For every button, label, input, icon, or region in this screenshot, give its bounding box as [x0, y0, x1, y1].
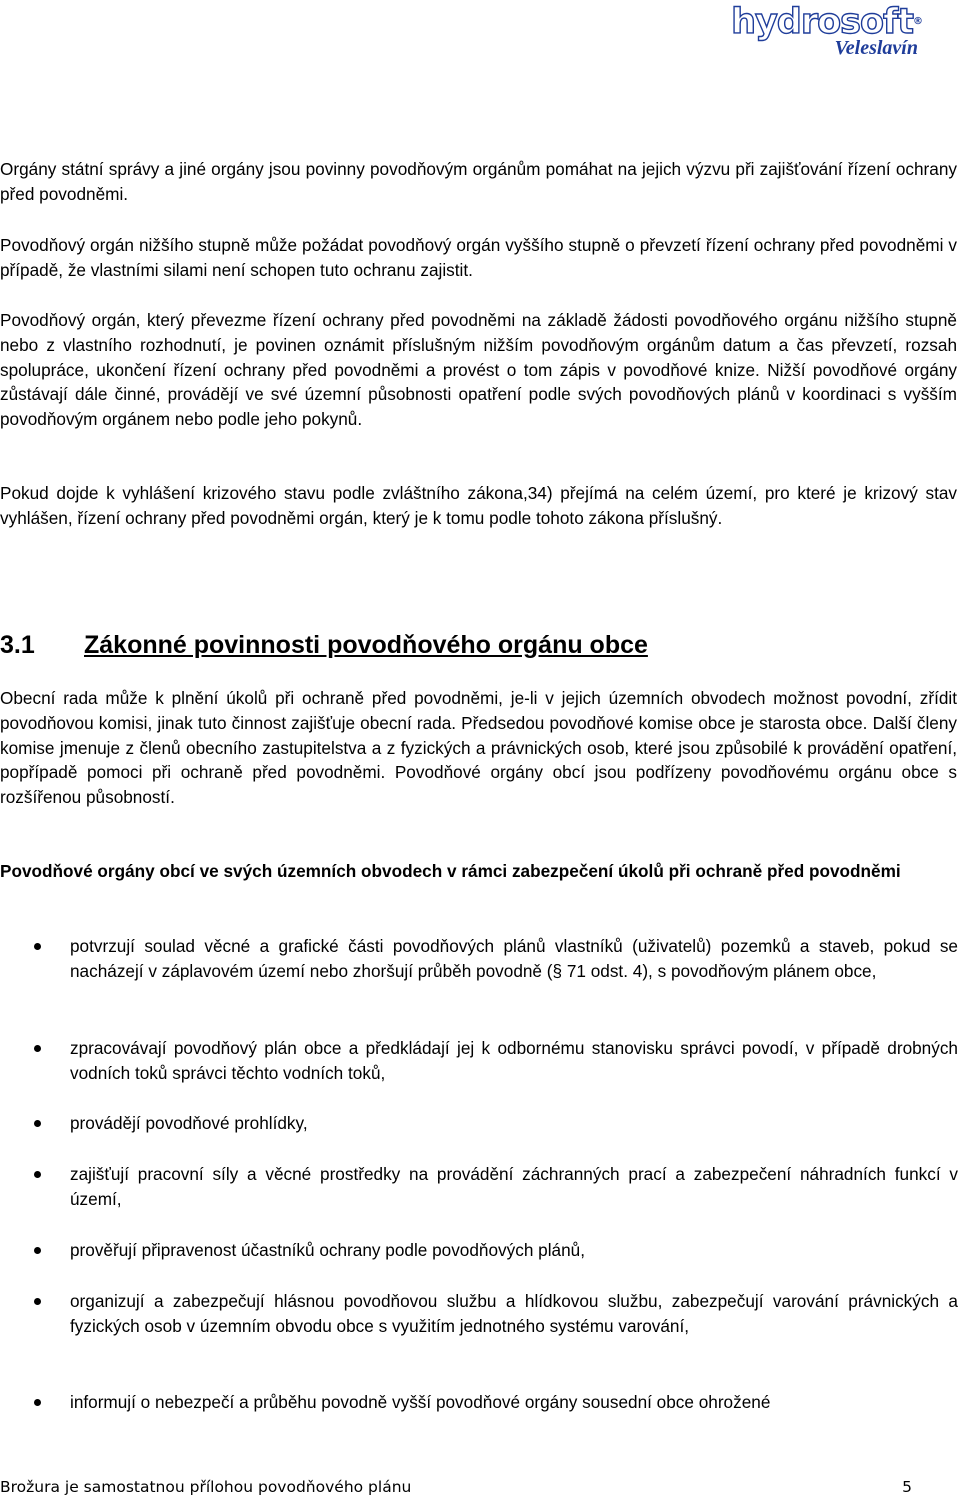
page-footer [0, 1476, 912, 1498]
paragraph-4: Pokud dojde k vyhlášení krizového stavu podle zvláštního zákona,34) přejímá na celém území, pro které je krizový stav vyhlášen, řízení ochrany před povodněmi orgán, který je k tomu podle tohoto zákona příslušný. [0, 483, 957, 528]
bullet-icon [34, 943, 41, 950]
paragraph-1: Orgány státní správy a jiné orgány jsou povinny povodňovým orgánům pomáhat na jejich výzvu při zajišťování řízení ochrany před povodněmi. [0, 159, 957, 204]
bullet-icon [34, 1298, 41, 1305]
bold-intro: Povodňové orgány obcí ve svých územních obvodech v rámci zabezpečení úkolů při ochraně před povodněmi [0, 861, 901, 881]
list-item: informují o nebezpečí a průběhu povodně vyšší povodňové orgány sousední obce ohrožené [70, 1392, 771, 1412]
list-item: organizují a zabezpečují hlásnou povodňovou službu a hlídkovou službu, zabezpečují varování právnických a fyzických osob v územním obvodu obce s využitím jednotného systému varování, [70, 1291, 958, 1336]
bullet-icon [34, 1120, 41, 1127]
bullet-icon [34, 1247, 41, 1254]
logo-subtitle: Veleslavín [834, 37, 918, 59]
paragraph-2: Povodňový orgán nižšího stupně může požádat povodňový orgán vyššího stupně o převzetí řízení ochrany před povodněmi v případě, že vlastními silami není schopen tuto ochranu zajistit. [0, 235, 957, 280]
list-item: prověřují připravenost účastníků ochrany podle povodňových plánů, [70, 1240, 585, 1260]
page-number: 5 [902, 1478, 912, 1496]
logo-wordmark: hydrosoft® [731, 2, 922, 42]
bullet-icon [34, 1171, 41, 1178]
paragraph-3: Povodňový orgán, který převezme řízení ochrany před povodněmi na základě žádosti povodňového orgánu nižšího stupně nebo z vlastního rozhodnutí, je povinen oznámit příslušným nižším povodňovým orgánům datum a čas převzetí, rozsah spolupráce, ukončení řízení ochrany před povodněmi a provést o tom zápis v povodňové knize. Nižší povodňové orgány zůstávají dále činné, provádějí ve své územní působnosti opatření podle svých povodňových plánů v koordinaci s vyšším povodňovým orgánem nebo podle jeho pokynů. [0, 310, 957, 430]
section-paragraph: Obecní rada může k plnění úkolů při ochraně před povodněmi, je-li v jejich územních obvodech možnost povodní, zřídit povodňovou komisi, jinak tuto činnost zajišťuje obecní rada. Předsedou povodňové komise obce je starosta obce. Další členy komise jmenuje z členů obecního zastupitelstva a z fyzických a právnických osob, které jsou způsobilé k provádění opatření, popřípadě pomoci při ochraně před povodněmi. Povodňové orgány obcí jsou podřízeny povodňovému orgánu obce s rozšířenou působností. [0, 688, 957, 808]
section-number: 3.1 [0, 631, 35, 659]
list-item: provádějí povodňové prohlídky, [70, 1113, 308, 1133]
bullet-icon [34, 1045, 41, 1052]
hydrosoft-logo [731, 2, 922, 60]
list-item: zpracovávají povodňový plán obce a předkládají jej k odbornému stanovisku správci povodí, v případě drobných vodních toků správci těchto vodních toků, [70, 1038, 958, 1083]
list-item: zajišťují pracovní síly a věcné prostředky na provádění záchranných prací a zabezpečení náhradních funkcí v území, [70, 1164, 958, 1209]
footer-text: Brožura je samostatnou přílohou povodňového plánu [0, 1478, 412, 1496]
list-item: potvrzují soulad věcné a grafické části povodňových plánů vlastníků (uživatelů) pozemků a staveb, pokud se nacházejí v záplavovém území nebo zhoršují průběh povodně (§ 71 odst. 4), s povodňovým plánem obce, [70, 936, 958, 981]
bullet-icon [34, 1399, 41, 1406]
section-title: Zákonné povinnosti povodňového orgánu obce [84, 631, 648, 659]
section-heading [0, 628, 648, 662]
